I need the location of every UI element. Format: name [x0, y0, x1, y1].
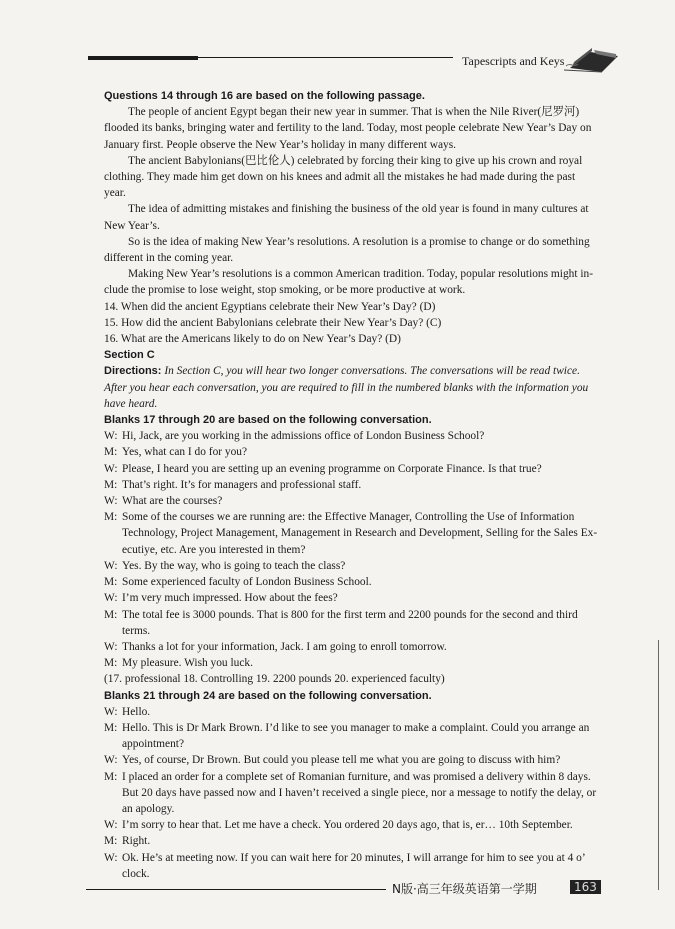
text-line: Making New Year’s resolutions is a common American tradition. Today, popular resolutions might in-	[128, 268, 593, 281]
text-line: Technology, Project Management, Management in Research and Development, Selling for the Sales Ex-	[122, 527, 598, 540]
dialogue-text: Hello. This is Dr Mark Brown. I’d like to see you manager to make a complaint. Could you arrange an	[122, 721, 590, 734]
text-line: clock.	[122, 867, 150, 880]
speaker-label: M:	[104, 446, 118, 459]
speaker-label: M:	[104, 770, 118, 783]
dialogue-text: I’m sorry to hear that. Let me have a check. You ordered 20 days ago, that is, er… 10th September.	[122, 819, 573, 832]
section-heading: Questions 14 through 16 are based on the following passage.	[104, 90, 425, 102]
speaker-label: W:	[104, 819, 118, 832]
speaker-label: W:	[104, 592, 118, 605]
text-line	[104, 493, 624, 509]
speaker-label: W:	[104, 495, 118, 508]
dialogue-text: That’s right. It’s for managers and professional staff.	[122, 478, 362, 491]
text-line	[104, 509, 624, 525]
text-line	[104, 444, 624, 460]
text-line	[104, 574, 624, 590]
speaker-label: M:	[104, 835, 118, 848]
speaker-label: W:	[104, 754, 118, 767]
text-line	[104, 817, 624, 833]
text-line	[104, 477, 624, 493]
text-line: terms.	[122, 624, 151, 637]
text-line: (17. professional 18. Controlling 19. 2200 pounds 20. experienced faculty)	[104, 673, 445, 686]
text-line	[104, 607, 624, 623]
dialogue-text: Thanks a lot for your information, Jack. I am going to enroll tomorrow.	[122, 640, 447, 653]
dialogue-text: I placed an order for a complete set of Romanian furniture, and was promised a delivery within 8 days.	[122, 770, 591, 783]
text-line: 14. When did the ancient Egyptians celebrate their New Year’s Day? (D)	[104, 300, 436, 313]
text-line	[104, 833, 624, 849]
dialogue-text: Yes, of course, Dr Brown. But could you please tell me what you are going to discuss with him?	[122, 754, 561, 767]
footer-rule	[86, 889, 386, 890]
speaker-label: M:	[104, 478, 118, 491]
dialogue-text: I’m very much impressed. How about the fees?	[122, 592, 338, 605]
text-line: New Year’s.	[104, 219, 160, 232]
directions-text: In Section C, you will hear two longer conversations. The conversations will be read twice.	[161, 365, 580, 378]
text-line	[104, 558, 624, 574]
text-line	[104, 655, 624, 671]
text-line	[104, 428, 624, 444]
speaker-label: M:	[104, 657, 118, 670]
dialogue-text: Some experienced faculty of London Business School.	[122, 576, 372, 589]
binding-edge	[658, 640, 659, 890]
text-line: January first. People observe the New Year’s holiday in many different ways.	[104, 138, 456, 151]
text-line: So is the idea of making New Year’s resolutions. A resolution is a promise to change or do something	[128, 235, 590, 248]
books-icon	[562, 42, 624, 74]
speaker-label: M:	[104, 576, 118, 589]
directions-label: Directions:	[104, 365, 162, 378]
dialogue-text: Hi, Jack, are you working in the admissions office of London Business School?	[122, 430, 485, 443]
text-line: different in the coming year.	[104, 252, 234, 265]
header-rule-thin	[198, 57, 453, 58]
text-line: The ancient Babylonians(巴比伦人) celebrated by forcing their king to give up his crown and royal	[128, 154, 583, 167]
section-heading: Blanks 17 through 20 are based on the following conversation.	[104, 414, 432, 427]
text-line: The people of ancient Egypt began their new year in summer. That is when the Nile River(尼罗河)	[128, 106, 580, 119]
dialogue-text: Please, I heard you are setting up an evening programme on Corporate Finance. Is that true?	[122, 462, 542, 475]
speaker-label: W:	[104, 851, 118, 864]
text-line: flooded its banks, bringing water and fertility to the land. Today, most people celebrate New Year’s Day on	[104, 122, 592, 135]
text-line: appointment?	[122, 738, 184, 751]
footer-text: N版·高三年级英语第一学期	[392, 882, 537, 896]
text-line	[104, 639, 624, 655]
speaker-label: M:	[104, 608, 118, 621]
text-line: clude the promise to lose weight, stop smoking, or be more productive at work.	[104, 284, 466, 297]
dialogue-text: Yes. By the way, who is going to teach the class?	[122, 559, 346, 572]
dialogue-text: Ok. He’s at meeting now. If you can wait here for 20 minutes, I will arrange for him to see you at 4 o’	[122, 851, 586, 864]
speaker-label: W:	[104, 559, 118, 572]
dialogue-text: My pleasure. Wish you luck.	[122, 657, 253, 670]
text-line: The idea of admitting mistakes and finishing the business of the old year is found in many cultures at	[128, 203, 589, 216]
dialogue-text: Right.	[122, 835, 151, 848]
page-number: 163	[570, 880, 601, 894]
text-line	[104, 704, 624, 720]
speaker-label: W:	[104, 640, 118, 653]
section-heading: Section C	[104, 349, 155, 362]
text-line	[104, 461, 624, 477]
dialogue-text: What are the courses?	[122, 495, 223, 508]
header-title: Tapescripts and Keys	[462, 54, 565, 68]
speaker-label: M:	[104, 511, 118, 524]
text-line: But 20 days have passed now and I haven’t received a single piece, nor a message to notify the delay, or	[122, 786, 597, 799]
text-line	[104, 590, 624, 606]
text-line	[104, 769, 624, 785]
text-line: year.	[104, 187, 126, 200]
text-line	[104, 850, 624, 866]
dialogue-text: The total fee is 3000 pounds. That is 800 for the first term and 2200 pounds for the second and third	[122, 608, 578, 621]
text-line: 16. What are the Americans likely to do on New Year’s Day? (D)	[104, 333, 401, 346]
section-heading: Blanks 21 through 24 are based on the following conversation.	[104, 689, 432, 702]
speaker-label: W:	[104, 705, 118, 718]
text-line: an apology.	[122, 802, 175, 815]
text-line: After you hear each conversation, you are required to fill in the numbered blanks with the information you	[104, 381, 589, 394]
dialogue-text: Some of the courses we are running are: the Effective Manager, Controlling the Use of Information	[122, 511, 575, 524]
header-rule-thick	[88, 56, 198, 60]
text-line	[104, 363, 624, 379]
speaker-label: M:	[104, 721, 118, 734]
text-line: have heard.	[104, 397, 158, 410]
speaker-label: W:	[104, 430, 118, 443]
dialogue-text: Yes, what can I do for you?	[122, 446, 248, 459]
text-line: ecutiye, etc. Are you interested in them?	[122, 543, 306, 556]
dialogue-text: Hello.	[122, 705, 151, 718]
text-line	[104, 720, 624, 736]
document-body	[104, 88, 624, 882]
text-line: clothing. They made him get down on his knees and admit all the mistakes he had made during the past	[104, 171, 576, 184]
text-line	[104, 752, 624, 768]
speaker-label: W:	[104, 462, 118, 475]
text-line: 15. How did the ancient Babylonians celebrate their New Year’s Day? (C)	[104, 316, 442, 329]
